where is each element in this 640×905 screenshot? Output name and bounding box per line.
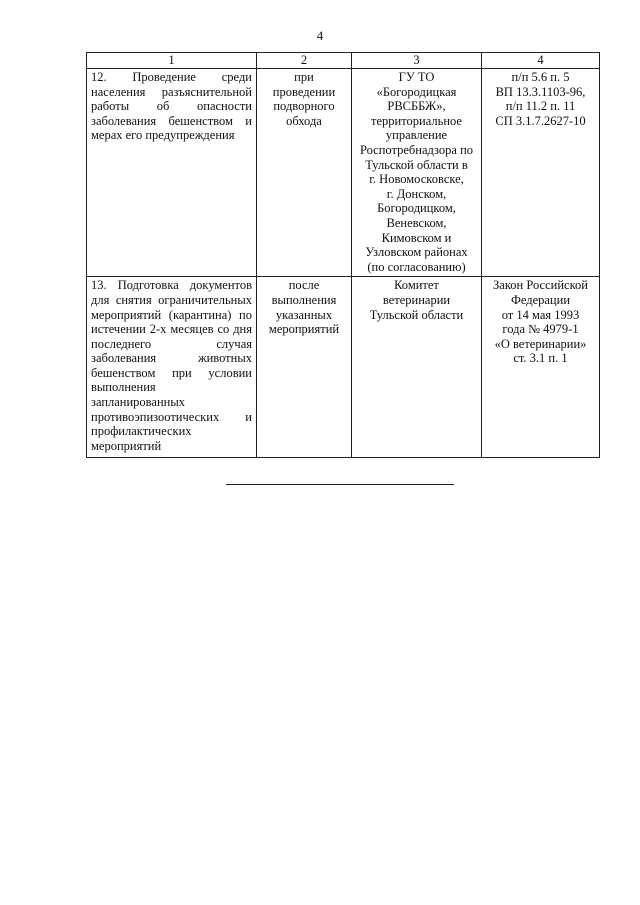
responsible-cell bbox=[352, 69, 482, 277]
timing-cell bbox=[257, 277, 352, 458]
responsible-text: ГУ ТО «Богородицкая РВСББЖ», территориальное управление Роспотребнадзора по Тульской области в г. Новомосковске, г. Донском, Богородицком, Веневском, Кимовском и Узловском районах (по согласованию) bbox=[359, 70, 474, 274]
basis-cell bbox=[482, 277, 600, 458]
closing-divider-line bbox=[226, 484, 454, 485]
timing-text: при проведении подворного обхода bbox=[272, 70, 336, 128]
column-header-2: 2 bbox=[257, 53, 352, 69]
basis-text: Закон Российской Федерации от 14 мая 1993 года № 4979-1 «О ветеринарии» ст. 3.1 п. 1 bbox=[493, 278, 588, 366]
basis-text: п/п 5.6 п. 5 ВП 13.3.1103-96, п/п 11.2 п. 11 СП 3.1.7.2627-10 bbox=[495, 70, 586, 128]
table-row bbox=[87, 277, 600, 458]
column-header-4: 4 bbox=[482, 53, 600, 69]
page-number: 4 bbox=[316, 28, 324, 43]
column-header-3: 3 bbox=[352, 53, 482, 69]
measure-cell bbox=[87, 69, 257, 277]
column-header-1: 1 bbox=[87, 53, 257, 69]
table-row bbox=[87, 69, 600, 277]
measure-text: 13. Подготовка документов для снятия ограничительных мероприятий (карантина) по истечении 2-х месяцев со дня последнего случая заболевания животных бешенством при условии выполнения запланированных противоэпизоотических и профилактических мероприятий bbox=[91, 278, 252, 453]
basis-cell bbox=[482, 69, 600, 277]
timing-text: после выполнения указанных мероприятий bbox=[268, 278, 340, 337]
measure-text: 12. Проведение среди населения разъяснительной работы об опасности заболевания бешенством и мерах его предупреждения bbox=[91, 70, 252, 143]
responsible-text: Комитет ветеринарии Тульской области bbox=[369, 278, 464, 322]
timing-cell bbox=[257, 69, 352, 277]
responsible-cell bbox=[352, 277, 482, 458]
measures-table bbox=[86, 52, 600, 458]
measure-cell bbox=[87, 277, 257, 458]
table-header-row bbox=[87, 53, 600, 69]
